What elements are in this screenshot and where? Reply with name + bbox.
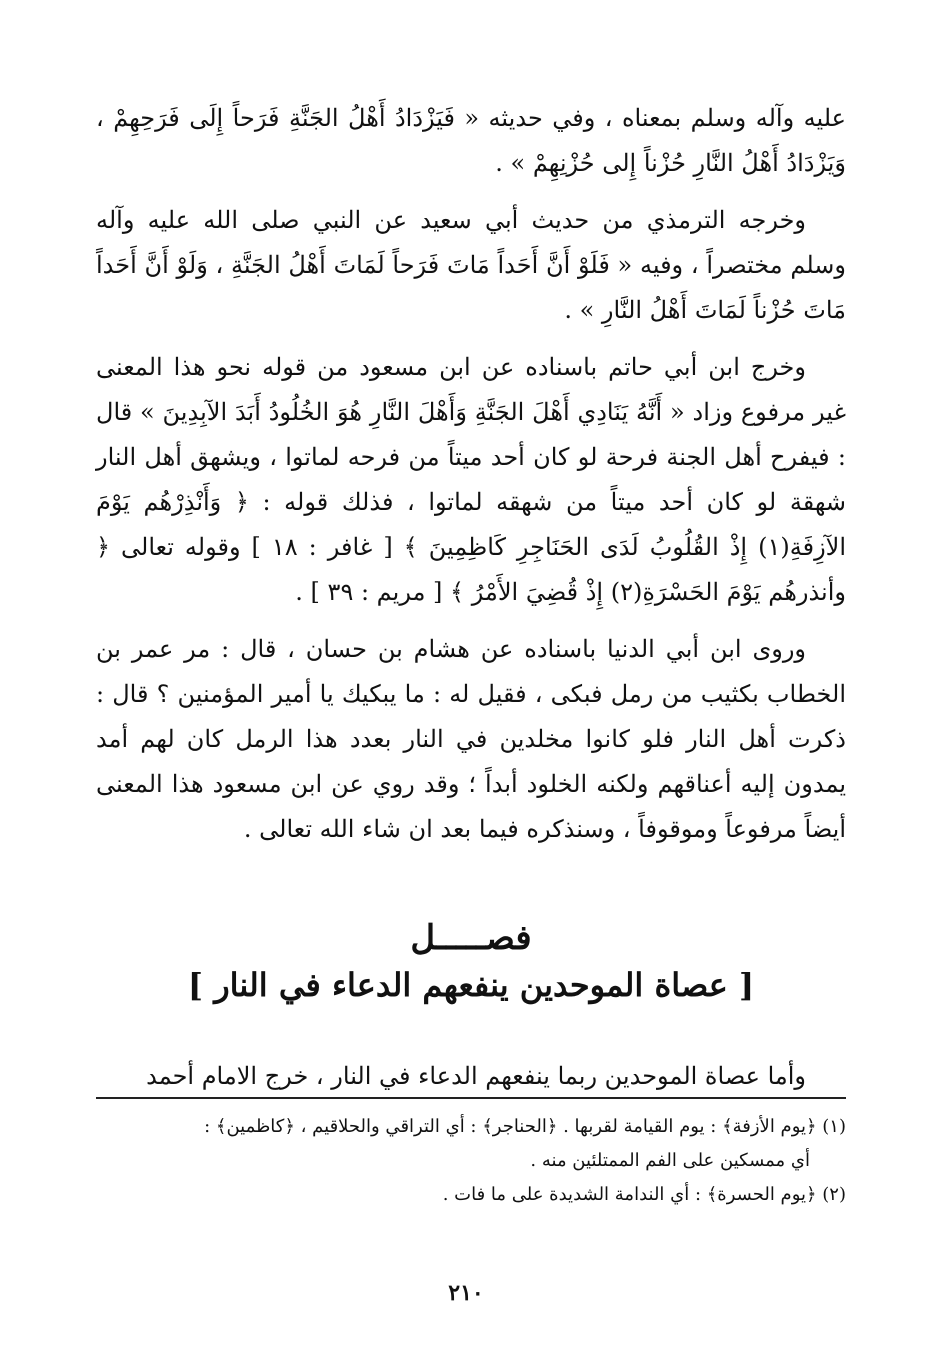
footnote-1-continuation: أي ممسكين على الفم الممتلئين منه .	[530, 1150, 810, 1171]
main-text	[96, 96, 846, 864]
section-title: [ عصاة الموحدين ينفعهم الدعاء في النار ]	[187, 966, 755, 1004]
section-label: فصـــــل	[410, 918, 532, 958]
paragraph-4: وروى ابن أبي الدنيا باسناده عن هشام بن حسان ، قال : مر عمر بن الخطاب بكثيب من رمل فبكى ، فقيل له : ما يبكيك يا أمير المؤمنين ؟ قال : ذكرت أهل النار فلو كانوا مخلدين في النار بعدد هذا الرمل كان لهم أمد يمدون إليه أعناقهم ولكنه الخلود أبداً ؛ وقد روي عن ابن مسعود هذا المعنى أيضاً مرفوعاً وموقوفاً ، وسنذكره فيما بعد ان شاء الله تعالى .	[96, 635, 846, 843]
footnote-divider	[96, 1097, 846, 1099]
footnotes	[96, 1110, 846, 1212]
paragraph-3: وخرج ابن أبي حاتم باسناده عن ابن مسعود من قوله نحو هذا المعنى غير مرفوع وزاد « أَنَّهُ يَنَادِي أَهْلَ الجَنَّةِ وَأَهْلَ النَّارِ هُوَ الخُلُودُ أَبَدَ الآبِدِينَ » قال : فيفرح أهل الجنة فرحة لو كان أحد ميتاً من فرحه لماتوا ، ويشهق أهل النار شهقة لو كان أحد ميتاً من شهقه لماتوا ، فذلك قوله : ﴿ وَأَنْذِرْهُم يَوْمَ الآزِفَةِ(١) إِذْ القُلُوبُ لَدَى الحَنَاجِرِ كَاظِمِينَ ﴾ [ غافر : ١٨ ] وقوله تعالى ﴿ وأنذرهُم يَوْمَ الحَسْرَةِ(٢) إِذْ قُضِيَ الأَمْرُ ﴾ [ مريم : ٣٩ ] .	[96, 353, 847, 606]
footnote-2: (٢) ﴿يوم الحسرة﴾ : أي الندامة الشديدة على ما فات .	[442, 1184, 846, 1205]
footnote-1: (١) ﴿يوم الأزفة﴾ : يوم القيامة لقربها . ﴿الحناجر﴾ : أي التراقي والحلاقيم ، ﴿كاظمين﴾ :	[204, 1116, 846, 1137]
paragraph-2: وخرجه الترمذي من حديث أبي سعيد عن النبي صلى الله عليه وآله وسلم مختصراً ، وفيه « فَلَوْ أَنَّ أَحَداً مَاتَ فَرَحاً لَمَاتَ أَهْلُ الجَنَّةِ ، وَلَوْ أَنَّ أَحَداً مَاتَ حُزْناً لَمَاتَ أَهْلُ النَّارِ » .	[96, 206, 846, 324]
paragraph-1: عليه وآله وسلم بمعناه ، وفي حديثه « فَيَزْدَادُ أَهْلُ الجَنَّةِ فَرَحاً إِلَى فَرَحِهِمْ ، وَيَزْدَادُ أَهْلُ النَّارِ حُزْناً إِلى حُزْنِهِمْ » .	[96, 104, 846, 177]
paragraph-5: وأما عصاة الموحدين ربما ينفعهم الدعاء في النار ، خرج الامام أحمد	[146, 1062, 806, 1090]
page-number: ٢١٠	[448, 1280, 484, 1306]
